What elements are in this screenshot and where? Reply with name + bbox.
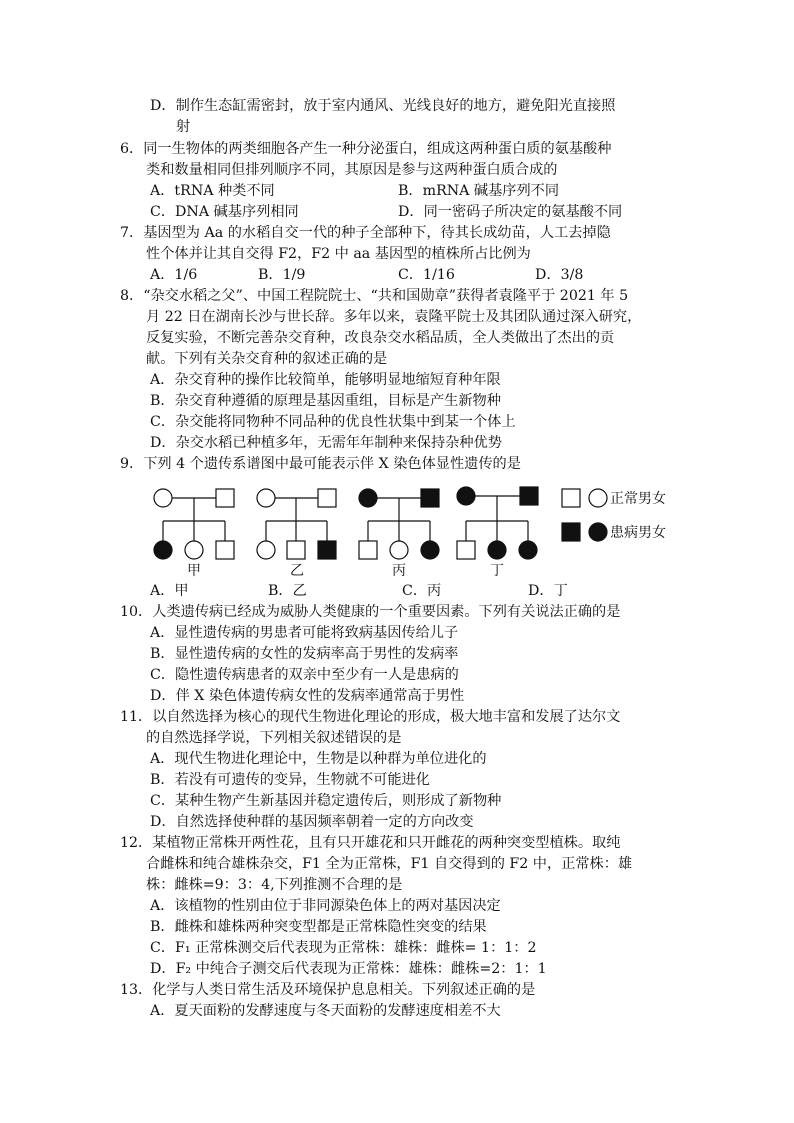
q6-option-b: B．mRNA 碱基序列不同	[398, 183, 560, 199]
q9-option-c: C．丙	[402, 583, 442, 599]
pedigree-bing-child-1	[359, 541, 377, 559]
pedigree-jia-child-1	[154, 541, 172, 559]
pedigree-yi-child-3	[318, 541, 336, 559]
pedigree-ding-child-2	[488, 541, 506, 559]
q11-option-d: D．自然选择使种群的基因频率朝着一定的方向改变	[150, 814, 474, 830]
legend-affected-male	[562, 523, 580, 541]
q6-option-c: C．DNA 碱基序列相同	[150, 204, 299, 220]
q9-option-a: A．甲	[150, 583, 189, 599]
pedigree-yi-father	[318, 489, 336, 507]
q9-stem: 9．下列 4 个遗传系谱图中最可能表示伴 X 染色体显性遗传的是	[120, 456, 521, 472]
pedigree-bing-father	[421, 489, 439, 507]
q5-option-d: D．制作生态缸需密封，放于室内通风、光线良好的地方，避免阳光直接照	[150, 98, 616, 114]
q12-option-d: D．F₂ 中纯合子测交后代表现为正常株：雄株：雌株=2：1：1	[150, 961, 547, 977]
q7-option-a: A．1/6	[150, 267, 198, 283]
pedigree-jia-father	[216, 489, 234, 507]
q11-stem-cont: 的自然选择学说，下列相关叙述错误的是	[146, 730, 402, 746]
pedigree-ding-father	[520, 487, 538, 505]
q12-stem-cont-2: 株：雌株=9：3：4,下列推测不合理的是	[146, 877, 403, 893]
pedigree-ding-child-3	[519, 541, 537, 559]
q13-stem: 13．化学与人类日常生活及环境保护息息相关。下列叙述正确的是	[120, 982, 536, 998]
pedigree-yi-child-1	[257, 541, 275, 559]
pedigree-label-yi: 乙	[290, 563, 304, 579]
legend-affected-female	[589, 523, 607, 541]
q9-option-b: B．乙	[268, 583, 307, 599]
pedigree-bing-child-2	[390, 541, 408, 559]
q6-stem-cont: 类和数量相同但排列顺序不同，其原因是参与这两种蛋白质合成的	[146, 162, 558, 178]
pedigree-jia-mother	[154, 489, 172, 507]
legend-normal-label: 正常男女	[610, 491, 666, 507]
q7-option-b: B．1/9	[258, 267, 306, 283]
q6-option-d: D．同一密码子所决定的氨基酸不同	[398, 204, 623, 220]
pedigree-label-ding: 丁	[490, 563, 504, 579]
pedigree-label-bing: 丙	[392, 563, 406, 579]
pedigree-charts	[140, 478, 700, 598]
q12-stem-cont-1: 合雌株和纯合雄株杂交，F1 全为正常株，F1 自交得到的 F2 中，正常株：雄	[146, 856, 633, 872]
q12-option-a: A．该植物的性别由位于非同源染色体上的两对基因决定	[150, 898, 501, 914]
pedigree-yi-mother	[257, 489, 275, 507]
q10-stem: 10．人类遗传病已经成为威胁人类健康的一个重要因素。下列有关说法正确的是	[120, 604, 621, 620]
q7-option-d: D．3/8	[535, 267, 584, 283]
pedigree-bing-child-3	[421, 541, 439, 559]
pedigree-label-jia: 甲	[187, 563, 201, 579]
pedigree-ding-mother	[457, 487, 475, 505]
q10-option-b: B．显性遗传病的女性的发病率高于男性的发病率	[150, 646, 459, 662]
q11-option-b: B．若没有可遗传的变异，生物就不可能进化	[150, 772, 430, 788]
q7-stem: 7．基因型为 Aa 的水稻自交一代的种子全部种下，待其长成幼苗，人工去掉隐	[120, 225, 611, 241]
pedigree-jia-child-3	[216, 541, 234, 559]
legend-normal-female	[589, 489, 607, 507]
pedigree-bing-mother	[359, 489, 377, 507]
q12-option-b: B．雌株和雄株两种突变型都是正常株隐性突变的结果	[150, 919, 487, 935]
q8-option-b: B．杂交育种遵循的原理是基因重组，目标是产生新物种	[150, 393, 501, 409]
q8-option-a: A．杂交育种的操作比较简单，能够明显地缩短育种年限	[150, 372, 501, 388]
q8-stem: 8．“杂交水稻之父”、中国工程院院士、“共和国勋章”获得者袁隆平于 2021 年 5	[120, 288, 629, 304]
q12-option-c: C．F₁ 正常株测交后代表现为正常株：雄株：雌株= 1：1：2	[150, 940, 537, 956]
q5-option-d-cont: 射	[176, 119, 191, 135]
pedigree-ding-child-1	[457, 541, 475, 559]
legend-normal-male	[562, 489, 580, 507]
q13-option-a: A．夏天面粉的发酵速度与冬天面粉的发酵速度相差不大	[150, 1003, 501, 1019]
q12-stem: 12．某植物正常株开两性花，且有只开雄花和只开雌花的两种突变型植株。取纯	[120, 835, 621, 851]
q8-stem-cont-1: 月 22 日在湖南长沙与世长辞。多年以来，袁隆平院士及其团队通过深入研究，	[146, 309, 642, 325]
q11-stem: 11．以自然选择为核心的现代生物进化理论的形成，极大地丰富和发展了达尔文	[120, 709, 621, 725]
q10-option-d: D．伴 X 染色体遗传病女性的发病率通常高于男性	[150, 688, 465, 704]
q8-stem-cont-2: 反复实验，不断完善杂交育种，改良杂交水稻品质，全人类做出了杰出的贡	[146, 330, 615, 346]
pedigree-yi-child-2	[287, 541, 305, 559]
q9-option-d: D．丁	[528, 583, 568, 599]
legend-affected-label: 患病男女	[610, 525, 666, 541]
q7-stem-cont: 性个体并让其自交得 F2，F2 中 aa 基因型的植株所占比例为	[146, 246, 531, 262]
q8-option-c: C．杂交能将同物种不同品种的优良性状集中到某一个体上	[150, 414, 516, 430]
q6-option-a: A．tRNA 种类不同	[150, 183, 275, 199]
q8-stem-cont-3: 献。下列有关杂交育种的叙述正确的是	[146, 351, 388, 367]
q11-option-a: A．现代生物进化理论中，生物是以种群为单位进化的	[150, 751, 487, 767]
q6-stem: 6．同一生物体的两类细胞各产生一种分泌蛋白，组成这两种蛋白质的氨基酸种	[120, 141, 612, 157]
pedigree-jia-child-2	[185, 541, 203, 559]
q10-option-c: C．隐性遗传病患者的双亲中至少有一人是患病的	[150, 667, 459, 683]
q10-option-a: A．显性遗传病的男患者可能将致病基因传给儿子	[150, 625, 459, 641]
q8-option-d: D．杂交水稻已种植多年，无需年年制种来保持杂种优势	[150, 435, 502, 451]
q7-option-c: C．1/16	[398, 267, 455, 283]
q11-option-c: C．某种生物产生新基因并稳定遗传后，则形成了新物种	[150, 793, 502, 809]
